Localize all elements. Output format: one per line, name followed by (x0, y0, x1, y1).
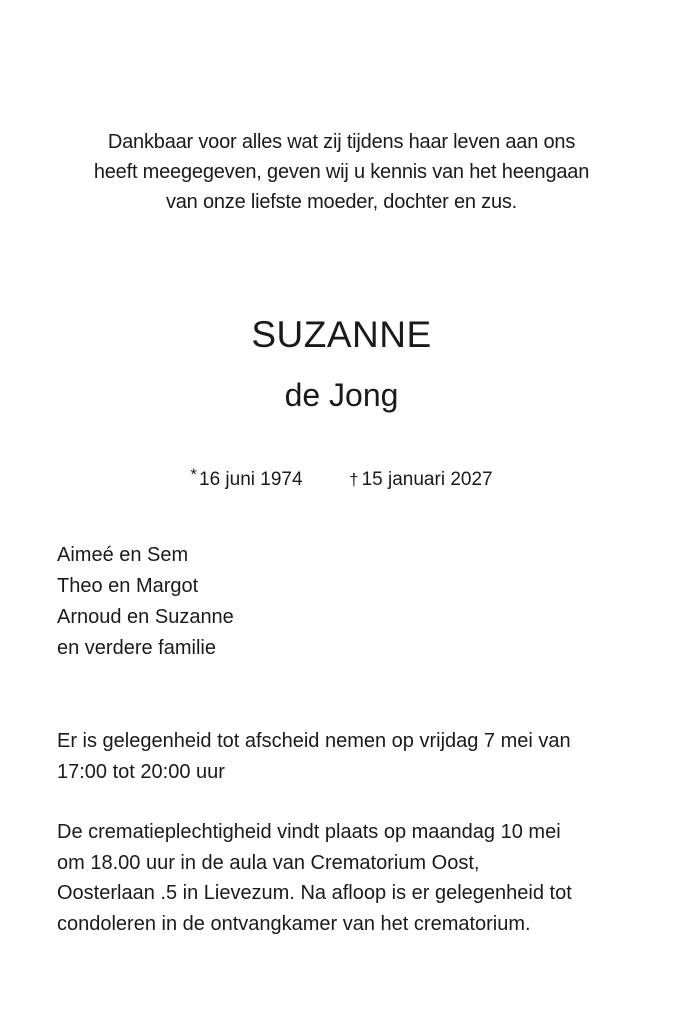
death-date-group (349, 466, 492, 494)
family-member: Theo en Margot (57, 575, 199, 597)
ceremony-line: Oosterlaan .5 in Lievezum. Na afloop is er gelegenheid tot (57, 882, 572, 904)
ceremony-paragraph (57, 817, 637, 939)
intro-line: van onze liefste moeder, dochter en zus. (165, 191, 518, 213)
birth-star-icon: * (190, 465, 198, 484)
family-member: Aimeé en Sem (57, 544, 189, 566)
ceremony-line: De crematieplechtigheid vindt plaats op maandag 10 mei (57, 821, 561, 843)
birth-date-group (190, 466, 302, 494)
ceremony-line: om 18.00 uur in de aula van Crematorium Oost, (57, 851, 480, 874)
deceased-last-name: de Jong (284, 377, 399, 413)
family-list (57, 540, 234, 664)
deceased-first-name: SUZANNE (251, 314, 432, 355)
family-member: Arnoud en Suzanne (57, 606, 234, 628)
farewell-paragraph (57, 726, 637, 787)
ceremony-line: condoleren in de ontvangkamer van het crematorium. (57, 912, 531, 935)
death-date: 15 januari 2027 (361, 469, 493, 490)
farewell-line: Er is gelegenheid tot afscheid nemen op vrijdag 7 mei van (57, 730, 571, 752)
death-cross-icon: † (349, 470, 359, 489)
intro-line: heeft meegegeven, geven wij u kennis van het heengaan (93, 161, 590, 183)
birth-date: 16 juni 1974 (199, 469, 303, 490)
intro-line: Dankbaar voor alles wat zij tijdens haar leven aan ons (107, 131, 576, 153)
family-member: en verdere familie (57, 637, 216, 659)
intro-text (50, 127, 633, 217)
life-dates (0, 466, 683, 494)
farewell-line: 17:00 tot 20:00 uur (57, 760, 225, 783)
